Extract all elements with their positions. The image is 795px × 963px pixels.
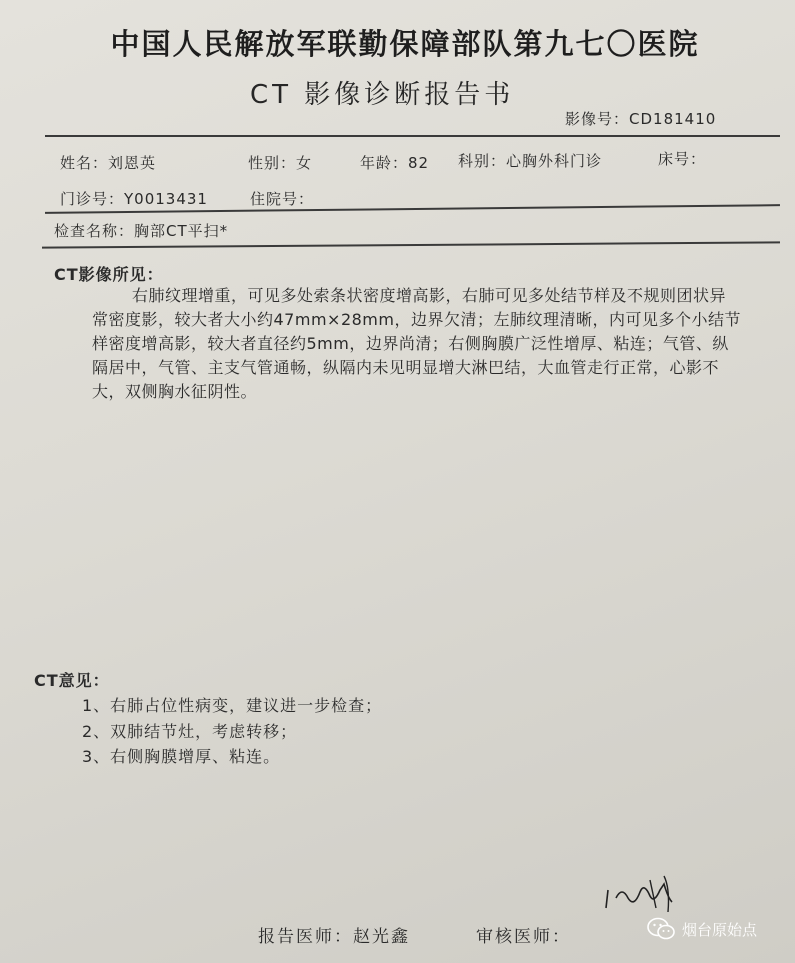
watermark — [646, 916, 757, 942]
opinion-item: 2、双肺结节灶，考虑转移； — [82, 721, 298, 741]
watermark-text: 烟台原始点 — [682, 920, 758, 939]
hospital-name: 中国人民解放军联勤保障部队第九七〇医院 — [110, 27, 700, 61]
patient-age: 年龄：82 — [360, 154, 430, 172]
department: 科别：心胸外科门诊 — [458, 152, 603, 170]
exam-name: 检查名称：胸部CT平扫* — [54, 222, 229, 240]
patient-sex: 性别：女 — [248, 154, 313, 172]
divider-bottom — [42, 241, 780, 248]
wechat-icon — [646, 916, 676, 942]
divider-top — [45, 135, 780, 137]
inpatient-number: 住院号： — [250, 190, 315, 208]
opinion-item: 3、右侧胸膜增厚、粘连。 — [82, 747, 281, 766]
image-number: 影像号：CD181410 — [565, 110, 717, 128]
report-title: CT 影像诊断报告书 — [250, 80, 515, 110]
bed-number: 床号： — [658, 150, 707, 168]
outpatient-number: 门诊号：Y0013431 — [60, 190, 208, 208]
opinion-list — [82, 693, 382, 770]
findings-text: 右肺纹理增重，可见多处索条状密度增高影，右肺可见多处结节样及不规则团状异常密度影，较大者大小约47mm×28mm，边界欠清；左肺纹理清晰，内可见多个小结节样密度增高影，较大者直径约5mm，边界尚清；右侧胸膜广泛性增厚、粘连；气管、纵隔居中，气管、主支气管通畅，纵隔内未见明显增大淋巴结，大血管走行正常，心影不大，双侧胸水征阴性。 — [92, 286, 741, 401]
patient-name: 姓名：刘恩英 — [60, 154, 157, 172]
review-doctor: 审核医师： — [476, 927, 571, 947]
opinion-item: 1、右肺占位性病变，建议进一步检查； — [82, 696, 383, 715]
opinion-title: CT意见： — [34, 671, 110, 690]
findings-title: CT影像所见： — [54, 265, 164, 284]
report-doctor: 报告医师：赵光鑫 — [258, 927, 410, 947]
